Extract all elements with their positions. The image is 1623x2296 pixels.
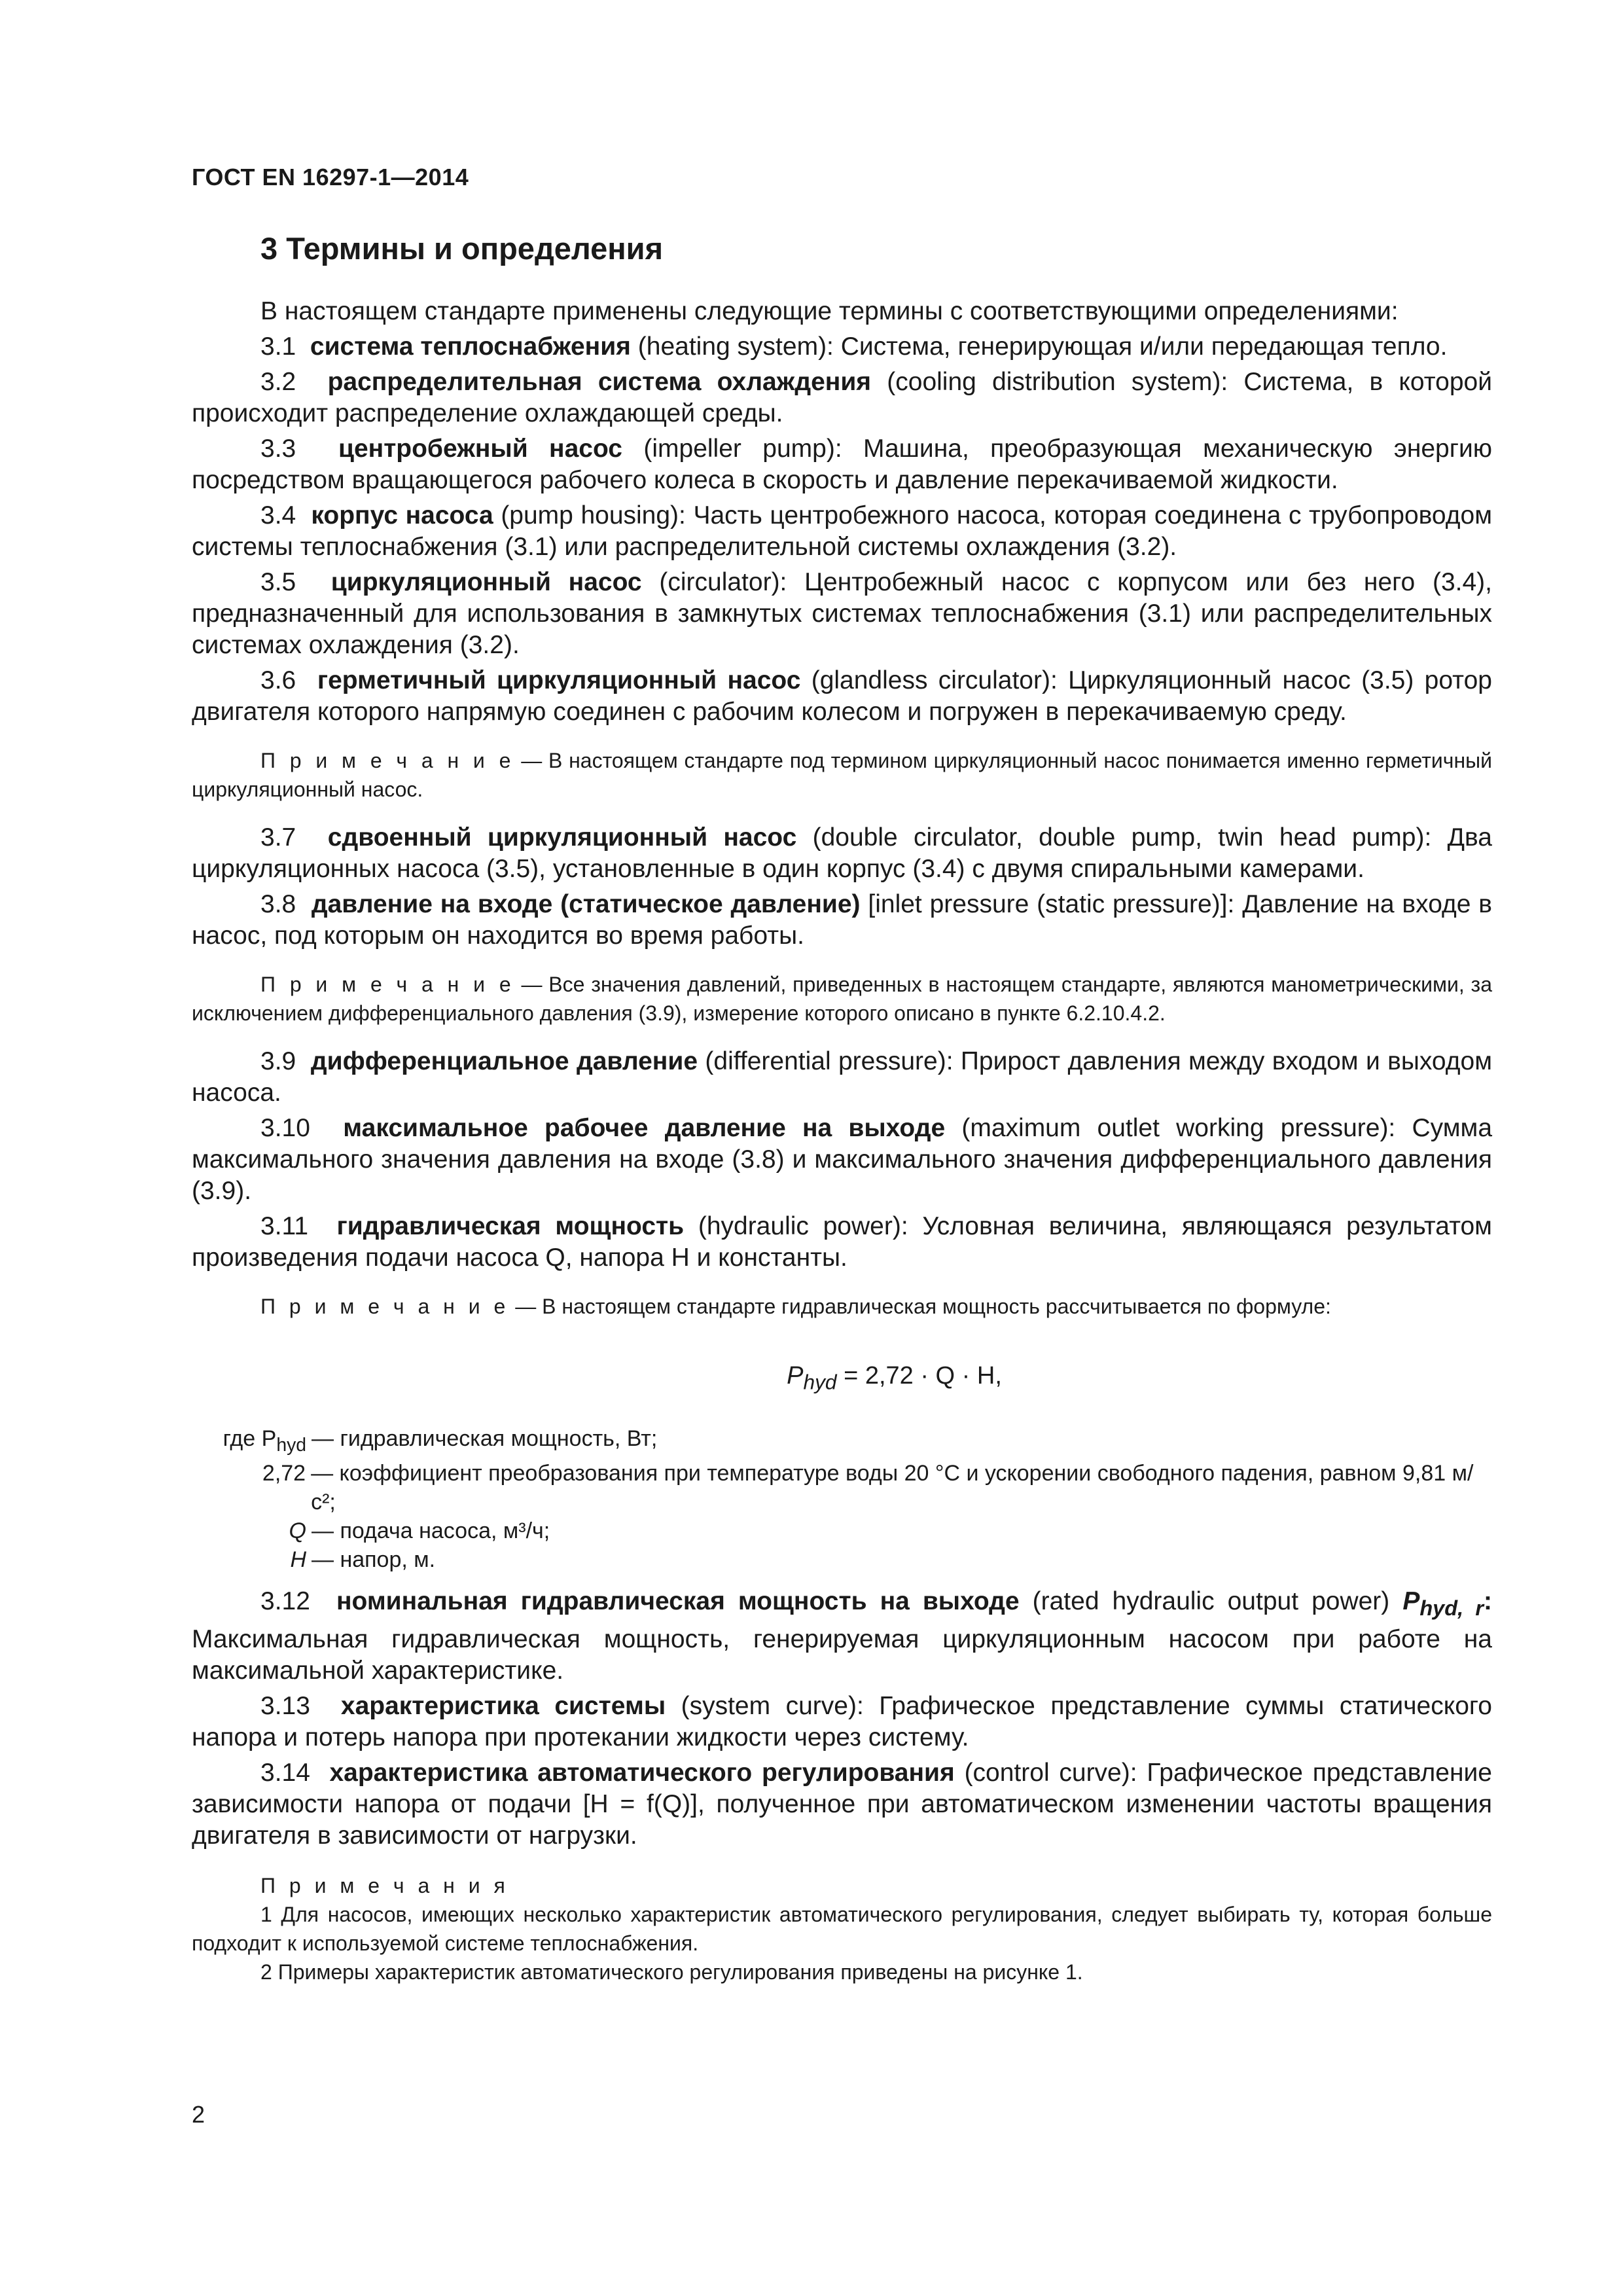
final-note-item: 1 Для насосов, имеющих несколько характеристик автоматического регулирования, следует выбирать ту, которая больше подходит к используемой системе теплоснабжения. [192, 1903, 1492, 1956]
final-notes-label: П р и м е ч а н и я [260, 1874, 509, 1898]
term-3-13: 3.13 характеристика системы (system curve): Графическое представление суммы статического напора и потерь напора при протекании жидкости через систему. [192, 1692, 1492, 1752]
term-3-9: 3.9 дифференциальное давление (differential pressure): Прирост давления между входом и выходом насоса. [192, 1047, 1493, 1107]
term-3-7: 3.7 сдвоенный циркуляционный насос (double circulator, double pump, twin head pump): Два циркуляционных насоса (3.5), установленные в один корпус (3.4) с двумя спиральными камерами. [192, 823, 1492, 883]
note-after-3-6: П р и м е ч а н и е — В настоящем стандарте под термином циркуляционный насос понимается именно герметичный циркуляционный насос. [192, 749, 1493, 801]
intro-paragraph: В настоящем стандарте применены следующие термины с соответствующими определениями: [260, 297, 1399, 325]
term-3-1: 3.1 система теплоснабжения (heating system): Система, генерирующая и/или передающая тепло. [260, 332, 1448, 361]
term-3-6: 3.6 герметичный циркуляционный насос (glandless circulator): Циркуляционный насос (3.5) ротор двигателя которого напрямую соединен с рабочим колесом и погружен в перекачиваемую среду. [192, 666, 1492, 726]
legend-row: 2,72 — коэффициент преобразования при температуре воды 20 °С и ускорении свободного падения, равном 9,81 м/с²; [262, 1461, 1474, 1515]
term-3-5: 3.5 циркуляционный насос (circulator): Центробежный насос с корпусом или без него (3.4), предназначенный для использования в замкнутых системах теплоснабжения (3.1) или распределительных системах охлаждения (3.2). [192, 568, 1493, 659]
hydraulic-power-formula: $P_{hyd} = 2,72 \cdot Q \cdot H$, [787, 1362, 1002, 1394]
term-3-14: 3.14 характеристика автоматического регулирования (control curve): Графическое представление зависимости напора от подачи [H = f(Q)], полученное при автоматическом изменении частоты вращения двигателя в зависимости от нагрузки. [192, 1759, 1492, 1850]
note-after-3-8: П р и м е ч а н и е — Все значения давлений, приведенных в настоящем стандарте, являются манометрическими, за исключением дифференциального давления (3.9), измерение которого описано в пункте 6.2.10.4.2. [192, 973, 1493, 1025]
final-notes [192, 1871, 1492, 1986]
term-3-2: 3.2 распределительная система охлаждения (cooling distribution system): Система, в которой происходит распределение охлаждающей среды. [192, 368, 1492, 427]
term-3-12: 3.12 номинальная гидравлическая мощность на выходе (rated hydraulic output power) $P_{hyd, r}$: Максимальная гидравлическая мощность, генерируемая циркуляционным насосом при работе на максимальной характеристике. [192, 1587, 1492, 1685]
final-note-item: 2 Примеры характеристик автоматического регулирования приведены на рисунке 1. [260, 1960, 1083, 1984]
term-3-8: 3.8 давление на входе (статическое давление) [inlet pressure (static pressure)]: Давление на входе в насос, под которым он находится во время работы. [192, 890, 1493, 950]
document-body [192, 296, 1492, 1986]
formula-legend [192, 1424, 1492, 1575]
page-number: 2 [192, 2101, 205, 2128]
term-3-3: 3.3 центробежный насос (impeller pump): Машина, преобразующая механическую энергию посредством вращающегося рабочего колеса в скорость и давление перекачиваемой жидкости. [192, 435, 1493, 494]
legend-row: Q — подача насоса, м³/ч; [289, 1518, 550, 1544]
section-title: 3 Термины и определения [260, 231, 663, 266]
term-3-11: 3.11 гидравлическая мощность (hydraulic power): Условная величина, являющаяся результатом произведения подачи насоса Q, напора H и константы. [192, 1212, 1492, 1272]
term-3-4: 3.4 корпус насоса (pump housing): Часть центробежного насоса, которая соединена с трубопроводом системы теплоснабжения (3.1) или распределительной системы охлаждения (3.2). [192, 501, 1492, 561]
document-header: ГОСТ EN 16297-1—2014 [192, 164, 469, 190]
legend-row: где $P_{hyd}$ — гидравлическая мощность, Вт; [223, 1426, 658, 1456]
term-3-10: 3.10 максимальное рабочее давление на выходе (maximum outlet working pressure): Сумма максимального значения давления на входе (3.8) и максимального значения дифференциального давления (3.9). [192, 1114, 1493, 1205]
note-after-3-11: П р и м е ч а н и е — В настоящем стандарте гидравлическая мощность рассчитывается по формуле: [260, 1295, 1331, 1318]
legend-row: H — напор, м. [290, 1547, 436, 1573]
